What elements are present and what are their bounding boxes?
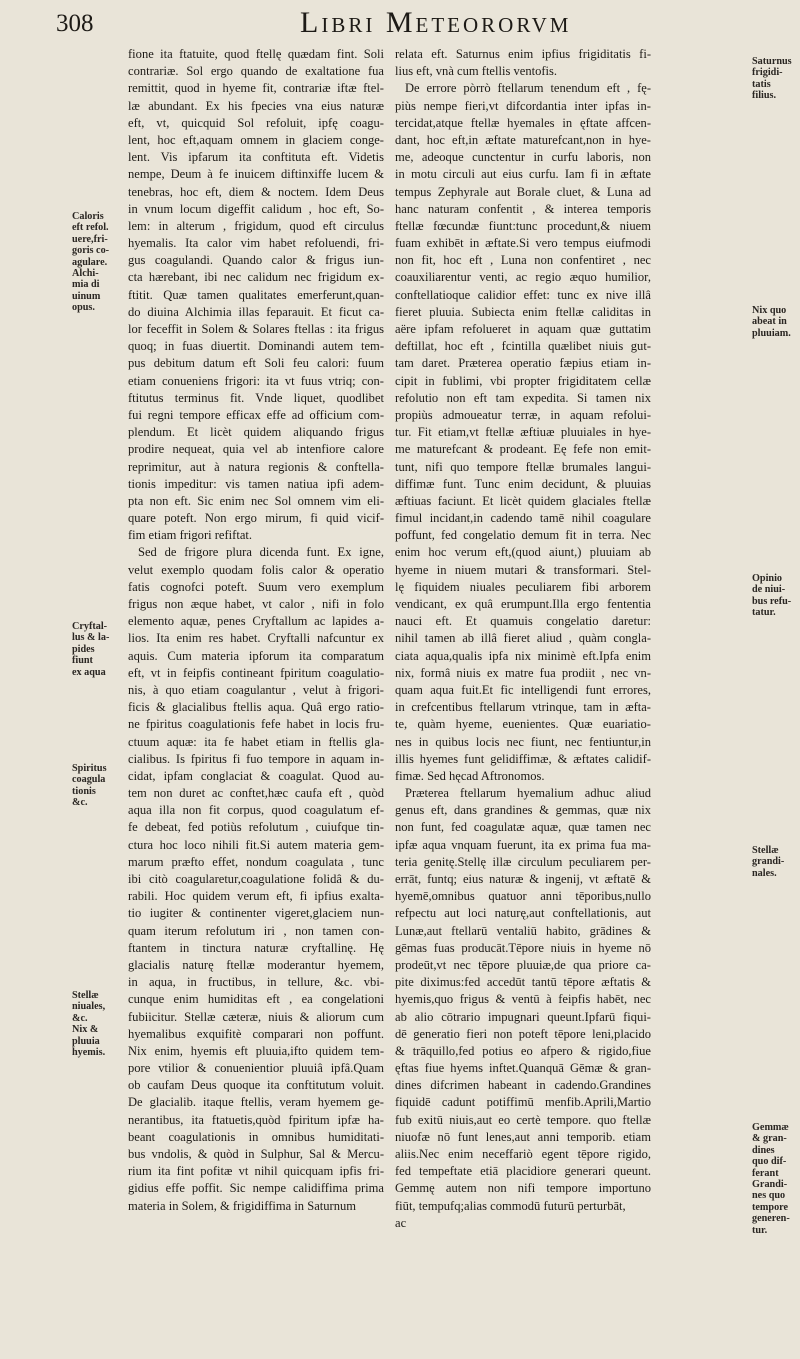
text-line: niuofæ nō funt lenes,aut anni temporib. etiam	[395, 1129, 651, 1144]
text-line: etiam conueniens frigori: ita vt fuus vtriq; con-	[128, 373, 384, 388]
text-line: cidat, ipfam conglaciat & coagulat. Quod au-	[128, 768, 384, 783]
text-line: genus eft, dans grandines & gemmas, quæ nix	[395, 803, 651, 818]
margin-note-line: dines	[752, 1144, 775, 1156]
text-line: Præterea ftellarum hyemalium adhuc aliud	[405, 786, 651, 801]
text-line: fieret pluuia. Subiecta enim ftellæ caliditas in	[395, 304, 651, 319]
text-line: prodire nequeat, quia vel ab intenfiore calore	[128, 442, 384, 457]
text-line: hyemalibus exquifitè comparari non poffunt.	[128, 1026, 384, 1041]
text-line: fiūt, tempufq;alias commodū futurū perturbāt,	[395, 1198, 626, 1213]
text-line: fub exitū niuis,aut eo certè tempore. quo ftellæ	[395, 1112, 651, 1127]
text-line: nauci eft. Et quamuis congelatio daretur:	[395, 614, 651, 629]
margin-note-line: &c.	[72, 1012, 88, 1024]
margin-note-cryftal	[72, 621, 126, 678]
margin-note-line: frigidi-	[752, 67, 783, 79]
text-line: ftellæ fœcundæ fiunt:tunc procedunt,& niuem	[395, 218, 651, 233]
text-line: Gemmę autem non nifi tempore importuno	[395, 1181, 651, 1196]
text-line: ob caufam Deus quoque ita conftitutum voluit.	[128, 1078, 384, 1093]
text-line: tercidat,atque ftellæ hyemales in ęftate affcen-	[395, 115, 651, 130]
text-line: lent, hoc eft,aquam omnem in glaciem conge-	[128, 132, 384, 147]
text-line: deftillat, hoc eft , fcintilla quælibet niuis gut-	[395, 339, 651, 354]
text-line: fione ita ftatuite, quod ftellę quædam fint. Soli	[128, 47, 384, 61]
text-line: remittit, quod in hyeme fit, contrariæ iftæ ftel-	[128, 81, 384, 96]
text-line: aqua illa non fit corpus, quod coagulatum ef-	[128, 803, 384, 818]
text-line: nes in quibus locis nec fiunt, nec fentiuntur,in	[395, 734, 651, 749]
text-line: ctuum aquæ: ita fe habet etiam in ftellis gla-	[128, 734, 384, 749]
text-line: ctura hoc loco nihili fit.Si autem materia gem-	[128, 837, 384, 852]
margin-note-line: mia di	[72, 279, 100, 291]
text-line: tam daret. Præterea operatio fæpius etiam in-	[395, 356, 651, 371]
margin-note-line: agulare.	[72, 256, 108, 268]
margin-note-saturnus	[752, 56, 798, 102]
text-line: hyemē,omnibus quatuor anni tēporibus,nullo	[395, 889, 651, 904]
text-line: fui regni tempore efficax effe ad officium com-	[128, 407, 384, 422]
text-line: hyeme in niuem mutari & transformari. Stel-	[395, 562, 651, 577]
text-line: cialibus. Is fpiritus fi fuo tempore in aquam in-	[128, 751, 384, 766]
text-line: lor feceffit in Solem & Solares ftellas : ita frigus	[128, 322, 384, 336]
text-line: nempe, Deum à fe inuicem diftinxiffe lucem &	[128, 167, 384, 182]
text-line: ne fpiritus coagulationis fefe habet in locis fru-	[128, 717, 384, 732]
margin-note-line: tatis	[752, 78, 771, 90]
margin-note-line: &c.	[72, 797, 88, 809]
margin-note-line: tempore	[752, 1201, 789, 1213]
margin-note-stellae	[72, 990, 126, 1058]
margin-note-line: ex aqua	[72, 666, 106, 678]
left-text-column	[128, 46, 384, 1215]
text-line: errāt, funtq; eius naturæ & ingenij, vt æftatē &	[395, 872, 651, 886]
margin-note-line: Opinio	[752, 573, 783, 584]
text-line: tempus Zephyrale aut Borale cluet, & Luna ad	[395, 184, 651, 199]
text-line: lent. Vis ipfarum ita conftituta eft. Videtis	[128, 150, 384, 165]
text-line: dē generatio fieri non poteft tēpore leni,placido	[395, 1026, 651, 1041]
text-line: rium ita fint pofitæ vt nihil quicquam ipfis fri-	[128, 1164, 384, 1179]
text-line: fiquidē cadunt potiffimū menfib.Aprili,Martio	[395, 1095, 651, 1110]
text-line: nix, formâ niuis ex matre fua prodiit , nec vn-	[395, 665, 651, 680]
text-line: in crefcentibus ftellarum vtrinque, tam in æfta-	[395, 700, 651, 715]
text-line: fed tempeftate etiā placidiore generari queunt.	[395, 1164, 651, 1179]
text-line: læ abundant. Ex his fpecies vna eius naturæ	[128, 98, 384, 113]
margin-note-line: lus & la-	[72, 632, 110, 644]
text-line: dant, hoc eft,in æftate maturefcant,non in hye-	[395, 132, 651, 147]
text-line: te, quàm hyeme, euenientes. Quæ euariatio-	[395, 717, 651, 732]
text-line: quam aqua fuit.Et fic intelligendi funt errores,	[395, 682, 651, 697]
margin-note-opinio	[752, 573, 798, 619]
text-line: quoq; in fuas diuertit. Dominandi autem tem-	[128, 339, 384, 354]
text-line: ab alio cōtrario impugnari queunt.Ipfarū fiqui-	[395, 1009, 651, 1024]
text-line: lius eft, vnà cum ftellis ventofis.	[395, 64, 558, 79]
margin-note-line: pluuia	[72, 1035, 100, 1047]
margin-note-stellae-grandinales	[752, 845, 798, 879]
text-line: ftitutus terminus fit. Vnde liquet, quodlibet	[128, 390, 384, 405]
text-line: Sed de frigore plura dicenda funt. Ex igne,	[138, 545, 384, 560]
text-line: rabili. Hoc quidem verum eft, fi ipfius exalta-	[128, 889, 384, 904]
margin-note-line: tionis	[72, 785, 96, 797]
margin-note-line: Stellæ	[752, 845, 779, 856]
text-line: quare poteft. Non ergo mirum, fi quid vicif-	[128, 511, 384, 526]
text-line: æftiuas faciunt. Et licèt quidem glaciales ftellæ	[395, 493, 651, 508]
margin-note-line: goris co-	[72, 245, 110, 257]
text-line: nis, à quo etiam coagulantur , velut à frigori-	[128, 682, 384, 697]
text-line: gēmas fuas producāt.Tēpore niuis in hyeme nō	[395, 940, 651, 955]
text-line: piùs nempe fieri,vt difcordantia inter ipfas in-	[395, 98, 651, 113]
text-line: non funt, fed coagulatæ aquæ, quæ tamen nec	[395, 820, 651, 835]
margin-note-nix	[752, 305, 798, 339]
text-line: gidius effe poffit. Sic nempe calidiffima prima	[128, 1181, 384, 1196]
margin-note-line: tatur.	[752, 607, 776, 619]
text-line: tenebras, hoc eft, diem & noctem. Idem Deus	[128, 184, 384, 199]
text-line: ftitit. Quæ tamen qualitates emerferunt,quan-	[128, 287, 384, 302]
text-line: pta non eft. Sic enim nec Sol omnem vim eli-	[128, 493, 384, 508]
margin-note-gemmae	[752, 1122, 798, 1236]
text-line: elemento aquæ, penes Cryftallum ac lapides a-	[128, 614, 384, 629]
text-line: bus vndolis, & quòd in Sulphur, Sal & Mercu-	[128, 1147, 384, 1161]
margin-note-line: Cryftal-	[72, 621, 108, 632]
text-line: lios. Ita enim res habet. Cryftalli nafcuntur ex	[128, 631, 384, 646]
text-line: me, adeoque cunctentur in curfu laboris, non	[395, 150, 651, 165]
margin-note-spiritus	[72, 763, 126, 809]
text-line: aquis. Cum materia ipforum ita comparatum	[128, 648, 384, 663]
text-line: vendicant, ex quâ erumpunt.Illa ergo fententia	[395, 597, 651, 611]
text-line: hanc naturam confentit , & interea temporis	[395, 201, 651, 216]
margin-note-line: grandi-	[752, 856, 785, 868]
text-line: diffimæ funt. Tunc enim decidunt, & pluuias	[395, 476, 651, 491]
margin-note-line: niuales,	[72, 1001, 106, 1013]
text-line: non fit, hoc eft , Luna non confentiret , nec	[395, 253, 651, 268]
text-line: hyemis,quo frigus & ventū à feipfis habēt, nec	[395, 992, 651, 1007]
text-line: fim etiam frigori refiftat.	[128, 528, 253, 543]
margin-note-line: Alchi-	[72, 268, 99, 280]
text-line: lem: in alterum , frigidum, quod eft circulus	[128, 218, 384, 233]
text-line: ipfæ aqua vnquam fuerunt, ita ex prima fua ma-	[395, 837, 651, 852]
text-line: gus coagulandi. Quando calor & frigus iun-	[128, 253, 384, 268]
text-line: ftantem in tinctura naturæ cryftallinę. Hę	[128, 940, 384, 955]
text-line: marum præfto effet, nondum coagulata , tunc	[128, 854, 384, 869]
text-line: fimul incidant,in cadendo tamē nihil coagulare	[395, 511, 651, 526]
margin-note-line: pides	[72, 643, 95, 655]
text-line: tio iugiter & continenter vigeret,glaciem nun-	[128, 906, 384, 921]
margin-note-line: Nix &	[72, 1024, 99, 1036]
text-line: dines difcrimen habeant in cadendo.Grandines	[395, 1078, 651, 1093]
text-line: in aqua, in fructibus, in tellure, &c. vbi-	[128, 975, 384, 990]
margin-note-line: abeat in	[752, 316, 787, 328]
text-line: conftellatioque calidior effet: tunc ex nive illâ	[395, 287, 651, 302]
text-line: De errore pòrrò ftellarum tenendum eft , fę-	[405, 81, 651, 96]
text-line: aliis.Nec enim neceffariò egent tēpore rigido,	[395, 1147, 651, 1161]
text-line: De glacialib. itaque ftellis, veram hyemem ge-	[128, 1095, 384, 1110]
margin-note-line: ferant	[752, 1167, 779, 1179]
margin-note-line: de niui-	[752, 584, 786, 596]
text-line: & trāquillo,fed potius eo afpero & rigido,fiue	[395, 1043, 651, 1058]
margin-note-line: opus.	[72, 302, 95, 314]
text-line: nerantibus, ita ftatuetis,quòd fpiritum ipfæ ha-	[128, 1112, 384, 1127]
text-line: ęftas fiue hyems inftet.Quanquā Gēmæ & gran-	[395, 1061, 651, 1076]
text-line: ficis & glacialibus ftellis aqua. Quâ ergo ratio-	[128, 700, 384, 715]
text-line: frigus non æque habet, vt calor , nifi in folo	[128, 597, 384, 611]
text-line: ciata aqua,qualis ipfa nix minimè eft.Ipfa enim	[395, 648, 651, 663]
text-line: cipit in fublimi, vbi propter frigiditatem cellæ	[395, 373, 651, 388]
margin-note-line: nes quo	[752, 1190, 786, 1202]
text-line: contrariæ. Sol ergo quando de exaltatione fua	[128, 64, 384, 79]
text-line: quam iterum refolutum iri , non tamen con-	[128, 923, 384, 938]
text-line: Nix enim, hyemis eft pluuia,ifto quidem tem-	[128, 1043, 384, 1058]
text-line: tem non duret ac conftet,hæc caufa eft , quòd	[128, 786, 384, 801]
text-line: fuam exhibēt in æftate.Si vero tempus eiufmodi	[395, 236, 651, 251]
text-line: in motu circuli aut eius curfu. Iam fi in æftate	[395, 167, 651, 182]
margin-note-line: Spiritus	[72, 763, 107, 774]
text-line: reprimitur, aut à natura regionis & conftella-	[128, 459, 384, 474]
text-line: beant coagulationis in omnibus humiditati-	[128, 1129, 384, 1144]
text-line: pore vtilior & conuenientior pluuiâ ipfâ.Quam	[128, 1061, 384, 1076]
margin-note-line: uere,fri-	[72, 233, 108, 245]
margin-note-line: Gemmæ	[752, 1122, 789, 1133]
text-line: materia in Solem, & frigidiffima in Saturnum	[128, 1198, 357, 1213]
text-line: fatis cognofci poteft. Suum vero exemplum	[128, 579, 384, 594]
margin-note-calor	[72, 211, 126, 314]
text-line: glacialis naturę ftellæ moderantur hyemem,	[128, 957, 384, 972]
margin-note-line: Saturnus	[752, 56, 792, 67]
text-line: fe debeat, fed potiùs refolutum , cuiufque tin-	[128, 820, 384, 835]
text-line: cta hærebant, ibi nec calidum nec frigidum ex-	[128, 270, 384, 285]
text-line: prodeūt,vt nec tēpore pluuiæ,de qua priore ca-	[395, 957, 651, 972]
text-line: propiùs admoueatur terræ, in aquam refolui-	[395, 407, 651, 422]
text-line: tunt, nifi quo tempore ftellæ brumales langui-	[395, 459, 651, 474]
text-line: refpectu aut loci naturę,aut conftellationis, aut	[395, 906, 651, 921]
text-line: eft, vt in feipfis contineant fpiritum coagulatio-	[128, 665, 384, 680]
text-line: nihil tamen ab illâ fieret aliud , quàm congla-	[395, 631, 651, 646]
margin-note-line: fiunt	[72, 655, 93, 667]
text-line: refolutio non eft tam expedita. Si tamen nix	[395, 390, 651, 405]
margin-note-line: & gran-	[752, 1133, 787, 1145]
text-line: me maturefcant & prodeant. Eę fefe non emit-	[395, 442, 651, 457]
text-line: pus debitum datum eft Soli feu calori: fuum	[128, 356, 384, 371]
text-line: in vnum locum digeffit calidum , hoc eft, So-	[128, 201, 384, 216]
margin-note-line: tur.	[752, 1224, 768, 1236]
margin-note-line: nales.	[752, 867, 777, 879]
margin-note-line: pluuiam.	[752, 327, 791, 339]
text-line: eft, vt, quicquid Sol refoluit, ipfę coagu-	[128, 115, 384, 130]
text-line: fubiicitur. Stellæ cæteræ, niuis & aliorum cum	[128, 1009, 384, 1024]
text-line: pite diximus:fed accedūt tantū tēpore æftatis &	[395, 975, 651, 990]
text-line: hyemalis. Ita calor vim habet refoluendi, fri-	[128, 236, 384, 251]
text-line: velut exemplo quodam folis calor & operatio	[128, 562, 384, 577]
text-line: relata eft. Saturnus enim ipfius frigiditatis fi-	[395, 47, 651, 61]
text-line: ac	[395, 1215, 407, 1230]
text-line: coauxiliarentur venti, ac regio æquo humilior,	[395, 270, 651, 285]
margin-note-line: Nix quo	[752, 305, 787, 316]
margin-note-line: Grandi-	[752, 1179, 788, 1191]
running-head: Libri Meteororvm	[300, 6, 572, 39]
margin-note-line: Stellæ	[72, 990, 99, 1001]
margin-note-line: coagula	[72, 774, 106, 786]
text-line: Lunæ,aut ftellarū ventaliū habito, grādines &	[395, 923, 651, 938]
text-line: cunque enim humiditas eft , ea congelationi	[128, 992, 384, 1007]
text-line: aëre ipfam refolueret in aquam quæ guttatim	[395, 322, 651, 336]
margin-note-line: eft refol.	[72, 222, 109, 234]
text-line: tur. Fit etiam,vt ftellæ æftiuæ pluuiales in hye-	[395, 425, 651, 440]
text-line: ibi citò coagularetur,coagulatione folidâ & du-	[128, 872, 384, 886]
page-number: 308	[56, 10, 94, 37]
margin-note-line: hyemis.	[72, 1047, 106, 1059]
text-line: plendum. Et licèt quidem aliquando frigus	[128, 425, 384, 440]
margin-note-line: quo dif-	[752, 1156, 787, 1168]
text-line: fimæ. Sed hęcad Aftronomos.	[395, 768, 545, 783]
margin-note-line: filius.	[752, 90, 777, 102]
text-line: tionis impeditur: vis tamen natiua ipfi adem-	[128, 476, 384, 491]
page-header	[0, 4, 800, 44]
text-line: teria genitę.Stellę illæ circulum peculiarem per-	[395, 854, 651, 869]
text-line: poffunt, fed congelatio demum fit in terra. Nec	[395, 528, 651, 543]
margin-note-line: uinum	[72, 290, 101, 302]
text-line: do diuina Alchimia illas feparauit. Et ficut ca-	[128, 304, 384, 319]
right-text-column	[395, 46, 651, 1232]
text-line: enim hoc verum eft,(quod aiunt,) pluuiam ab	[395, 545, 651, 560]
text-line: illis hyemes funt gelidiffimæ, & æftates calidif-	[395, 751, 651, 766]
margin-note-line: generen-	[752, 1213, 790, 1225]
margin-note-line: bus refu-	[752, 595, 792, 607]
text-line: lę fiquidem niuales peculiarem fibi arborem	[395, 579, 651, 594]
margin-note-line: Caloris	[72, 211, 104, 222]
